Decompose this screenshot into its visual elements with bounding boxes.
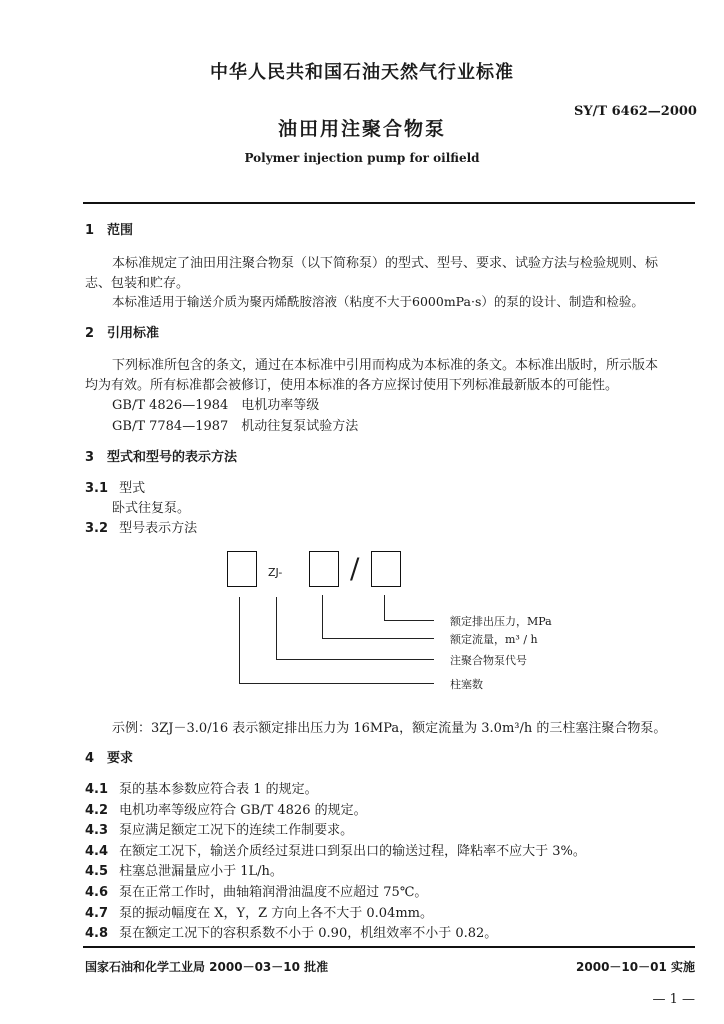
list-item (85, 922, 705, 943)
requirement-text: 泵在正常工作时，曲轴箱润滑油温度不应超过 75℃。 (119, 884, 428, 900)
header-rule (83, 202, 695, 204)
standard-code: SY/T 6462—2000 (574, 104, 697, 119)
plunger-count-box (227, 551, 257, 587)
footer-rule (83, 946, 695, 948)
requirement-text: 电机功率等级应符合 GB/T 4826 的规定。 (119, 802, 367, 818)
section-3-1-text: 卧式往复泵。 (112, 501, 191, 516)
requirement-text: 泵在额定工况下的容积系数不小于 0.90，机组效率不小于 0.82。 (119, 926, 498, 942)
reference-gbt-7784: GB/T 7784—1987 机动往复泵试验方法 (112, 419, 359, 434)
requirement-number: 4.2 (85, 802, 109, 818)
requirement-number: 4.6 (85, 884, 109, 900)
list-item (85, 860, 705, 881)
document-title-english: Polymer injection pump for oilfield (244, 151, 480, 165)
section-1-paragraph-1-line-1: 本标准规定了油田用注聚合物泵（以下简称泵）的型式、型号、要求、试验方法与检验规则、标 (112, 256, 659, 271)
list-item (85, 902, 705, 923)
page-number: — 1 — (652, 992, 695, 1007)
approval-issuer: 国家石油和化学工业局 2000－03－10 批准 (85, 960, 329, 974)
requirement-text: 在额定工况下，输送介质经过泵进口到泵出口的输送过程，降粘率不应大于 3%。 (119, 843, 586, 859)
section-3-1-number: 3.1 (85, 481, 109, 496)
requirement-text: 泵应满足额定工况下的连续工作制要求。 (119, 823, 354, 839)
section-3-1-title: 型式 (119, 481, 146, 496)
requirement-text: 泵的振动幅度在 X，Y，Z 方向上各不大于 0.04mm。 (119, 905, 434, 921)
list-item (85, 840, 705, 861)
rated-pressure-box (371, 551, 401, 587)
requirement-text: 泵的基本参数应符合表 1 的规定。 (119, 782, 318, 797)
label-rated-flow: 额定流量，m³ / h (450, 633, 538, 646)
section-4-heading: 4 要求 (85, 751, 134, 766)
section-3-2-number: 3.2 (85, 521, 109, 536)
section-3-1-heading (85, 477, 145, 496)
section-3-2-heading (85, 517, 197, 536)
requirement-text: 柱塞总泄漏量应小于 1L/h。 (119, 864, 283, 880)
section-2-heading: 2 引用标准 (85, 326, 160, 341)
document-title: 油田用注聚合物泵 (277, 118, 446, 140)
list-item (85, 881, 705, 902)
reference-gbt-4826: GB/T 4826—1984 电机功率等级 (112, 398, 320, 413)
list-item (85, 799, 705, 820)
rated-flow-box (309, 551, 339, 587)
requirement-number: 4.1 (85, 782, 109, 797)
requirements-list (85, 778, 705, 943)
label-plunger-count: 柱塞数 (450, 678, 483, 691)
section-2-paragraph-line-1: 下列标准所包含的条文，通过在本标准中引用而构成为本标准的条文。本标准出版时，所示版本 (112, 358, 659, 373)
requirement-number: 4.4 (85, 843, 109, 859)
section-1-paragraph-1-line-2: 志、包装和贮存。 (85, 276, 190, 291)
requirement-number: 4.8 (85, 926, 109, 942)
label-rated-pressure: 额定排出压力，MPa (450, 615, 552, 628)
list-item (85, 778, 705, 799)
section-1-paragraph-2: 本标准适用于输送介质为聚丙烯酰胺溶液（粘度不大于6000mPa·s）的泵的设计、制造和检验。 (112, 294, 644, 309)
slash-separator: / (350, 552, 360, 585)
section-1-heading: 1 范围 (85, 223, 134, 238)
list-item (85, 819, 705, 840)
section-3-2-title: 型号表示方法 (119, 521, 198, 536)
pump-code-label: ZJ- (268, 566, 283, 579)
standard-category-title: 中华人民共和国石油天然气行业标准 (210, 62, 514, 83)
label-pump-code: 注聚合物泵代号 (450, 654, 527, 667)
requirement-number: 4.3 (85, 823, 109, 839)
requirement-number: 4.5 (85, 864, 109, 880)
section-2-paragraph-line-2: 均为有效。所有标准都会被修订，使用本标准的各方应探讨使用下列标准最新版本的可能性。 (85, 378, 619, 393)
effective-date: 2000－10－01 实施 (576, 960, 695, 974)
model-example: 示例：3ZJ－3.0/16 表示额定排出压力为 16MPa，额定流量为 3.0m³/h 的三柱塞注聚合物泵。 (112, 721, 667, 736)
requirement-number: 4.7 (85, 905, 109, 921)
section-3-heading: 3 型式和型号的表示方法 (85, 450, 238, 465)
